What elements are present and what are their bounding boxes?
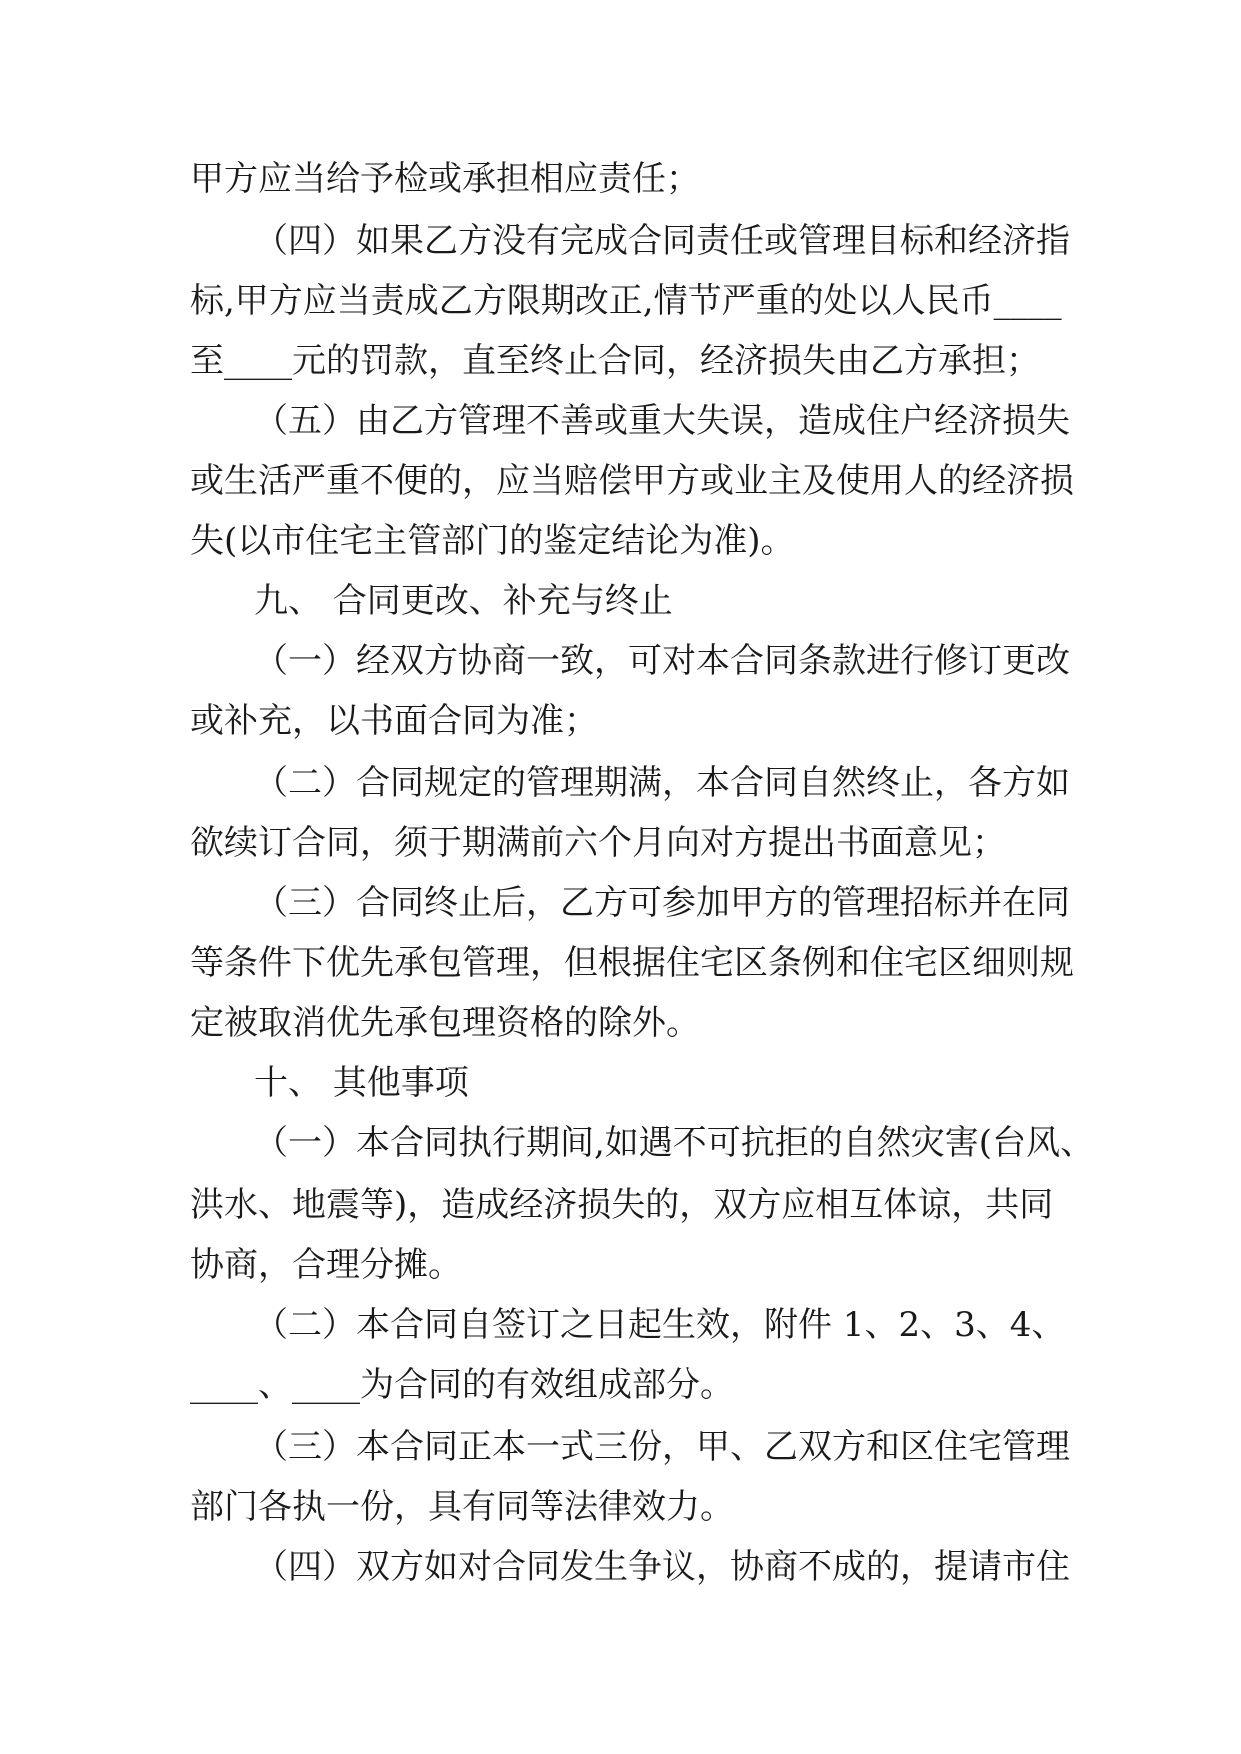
text-line: 等条件下优先承包管理，但根据住宅区条例和住宅区细则规 xyxy=(190,943,1074,983)
text-line: （五）由乙方管理不善或重大失误，造成住户经济损失 xyxy=(254,401,1070,441)
text-line: ____、____为合同的有效组成部分。 xyxy=(190,1365,734,1405)
section-heading: 九、 合同更改、补充与终止 xyxy=(254,581,673,621)
text-line: （二）本合同自签订之日起生效，附件 1、2、3、4、 xyxy=(254,1305,1066,1345)
text-line: 协商，合理分摊。 xyxy=(190,1245,462,1285)
text-line: 欲续订合同，须于期满前六个月向对方提出书面意见； xyxy=(190,823,1006,863)
text-line: 或生活严重不便的，应当赔偿甲方或业主及使用人的经济损 xyxy=(190,461,1074,501)
text-line: 失(以市住宅主管部门的鉴定结论为准)。 xyxy=(190,521,795,561)
text-line: （一）经双方协商一致，可对本合同条款进行修订更改 xyxy=(254,641,1070,681)
text-line: （一）本合同执行期间,如遇不可抗拒的自然灾害(台风、 xyxy=(254,1123,1095,1163)
text-line: （三）合同终止后，乙方可参加甲方的管理招标并在同 xyxy=(254,883,1070,923)
text-line: （二）合同规定的管理期满，本合同自然终止，各方如 xyxy=(254,763,1070,803)
section-heading: 十、 其他事项 xyxy=(254,1063,469,1103)
text-line: 定被取消优先承包理资格的除外。 xyxy=(190,1003,700,1043)
text-line: 洪水、地震等)，造成经济损失的，双方应相互体谅，共同 xyxy=(190,1185,1054,1225)
text-line: （四）双方如对合同发生争议，协商不成的，提请市住 xyxy=(254,1547,1070,1587)
text-line: （四）如果乙方没有完成合同责任或管理目标和经济指 xyxy=(254,221,1070,261)
text-line: 部门各执一份，具有同等法律效力。 xyxy=(190,1487,734,1527)
text-line: 甲方应当给予检或承担相应责任； xyxy=(190,159,700,199)
text-line: （三）本合同正本一式三份，甲、乙双方和区住宅管理 xyxy=(254,1427,1070,1467)
text-line: 标,甲方应当责成乙方限期改正,情节严重的处以人民币____ xyxy=(190,281,1062,321)
text-line: 至____元的罚款，直至终止合同，经济损失由乙方承担； xyxy=(190,341,1040,381)
text-line: 或补充，以书面合同为准； xyxy=(190,701,598,741)
